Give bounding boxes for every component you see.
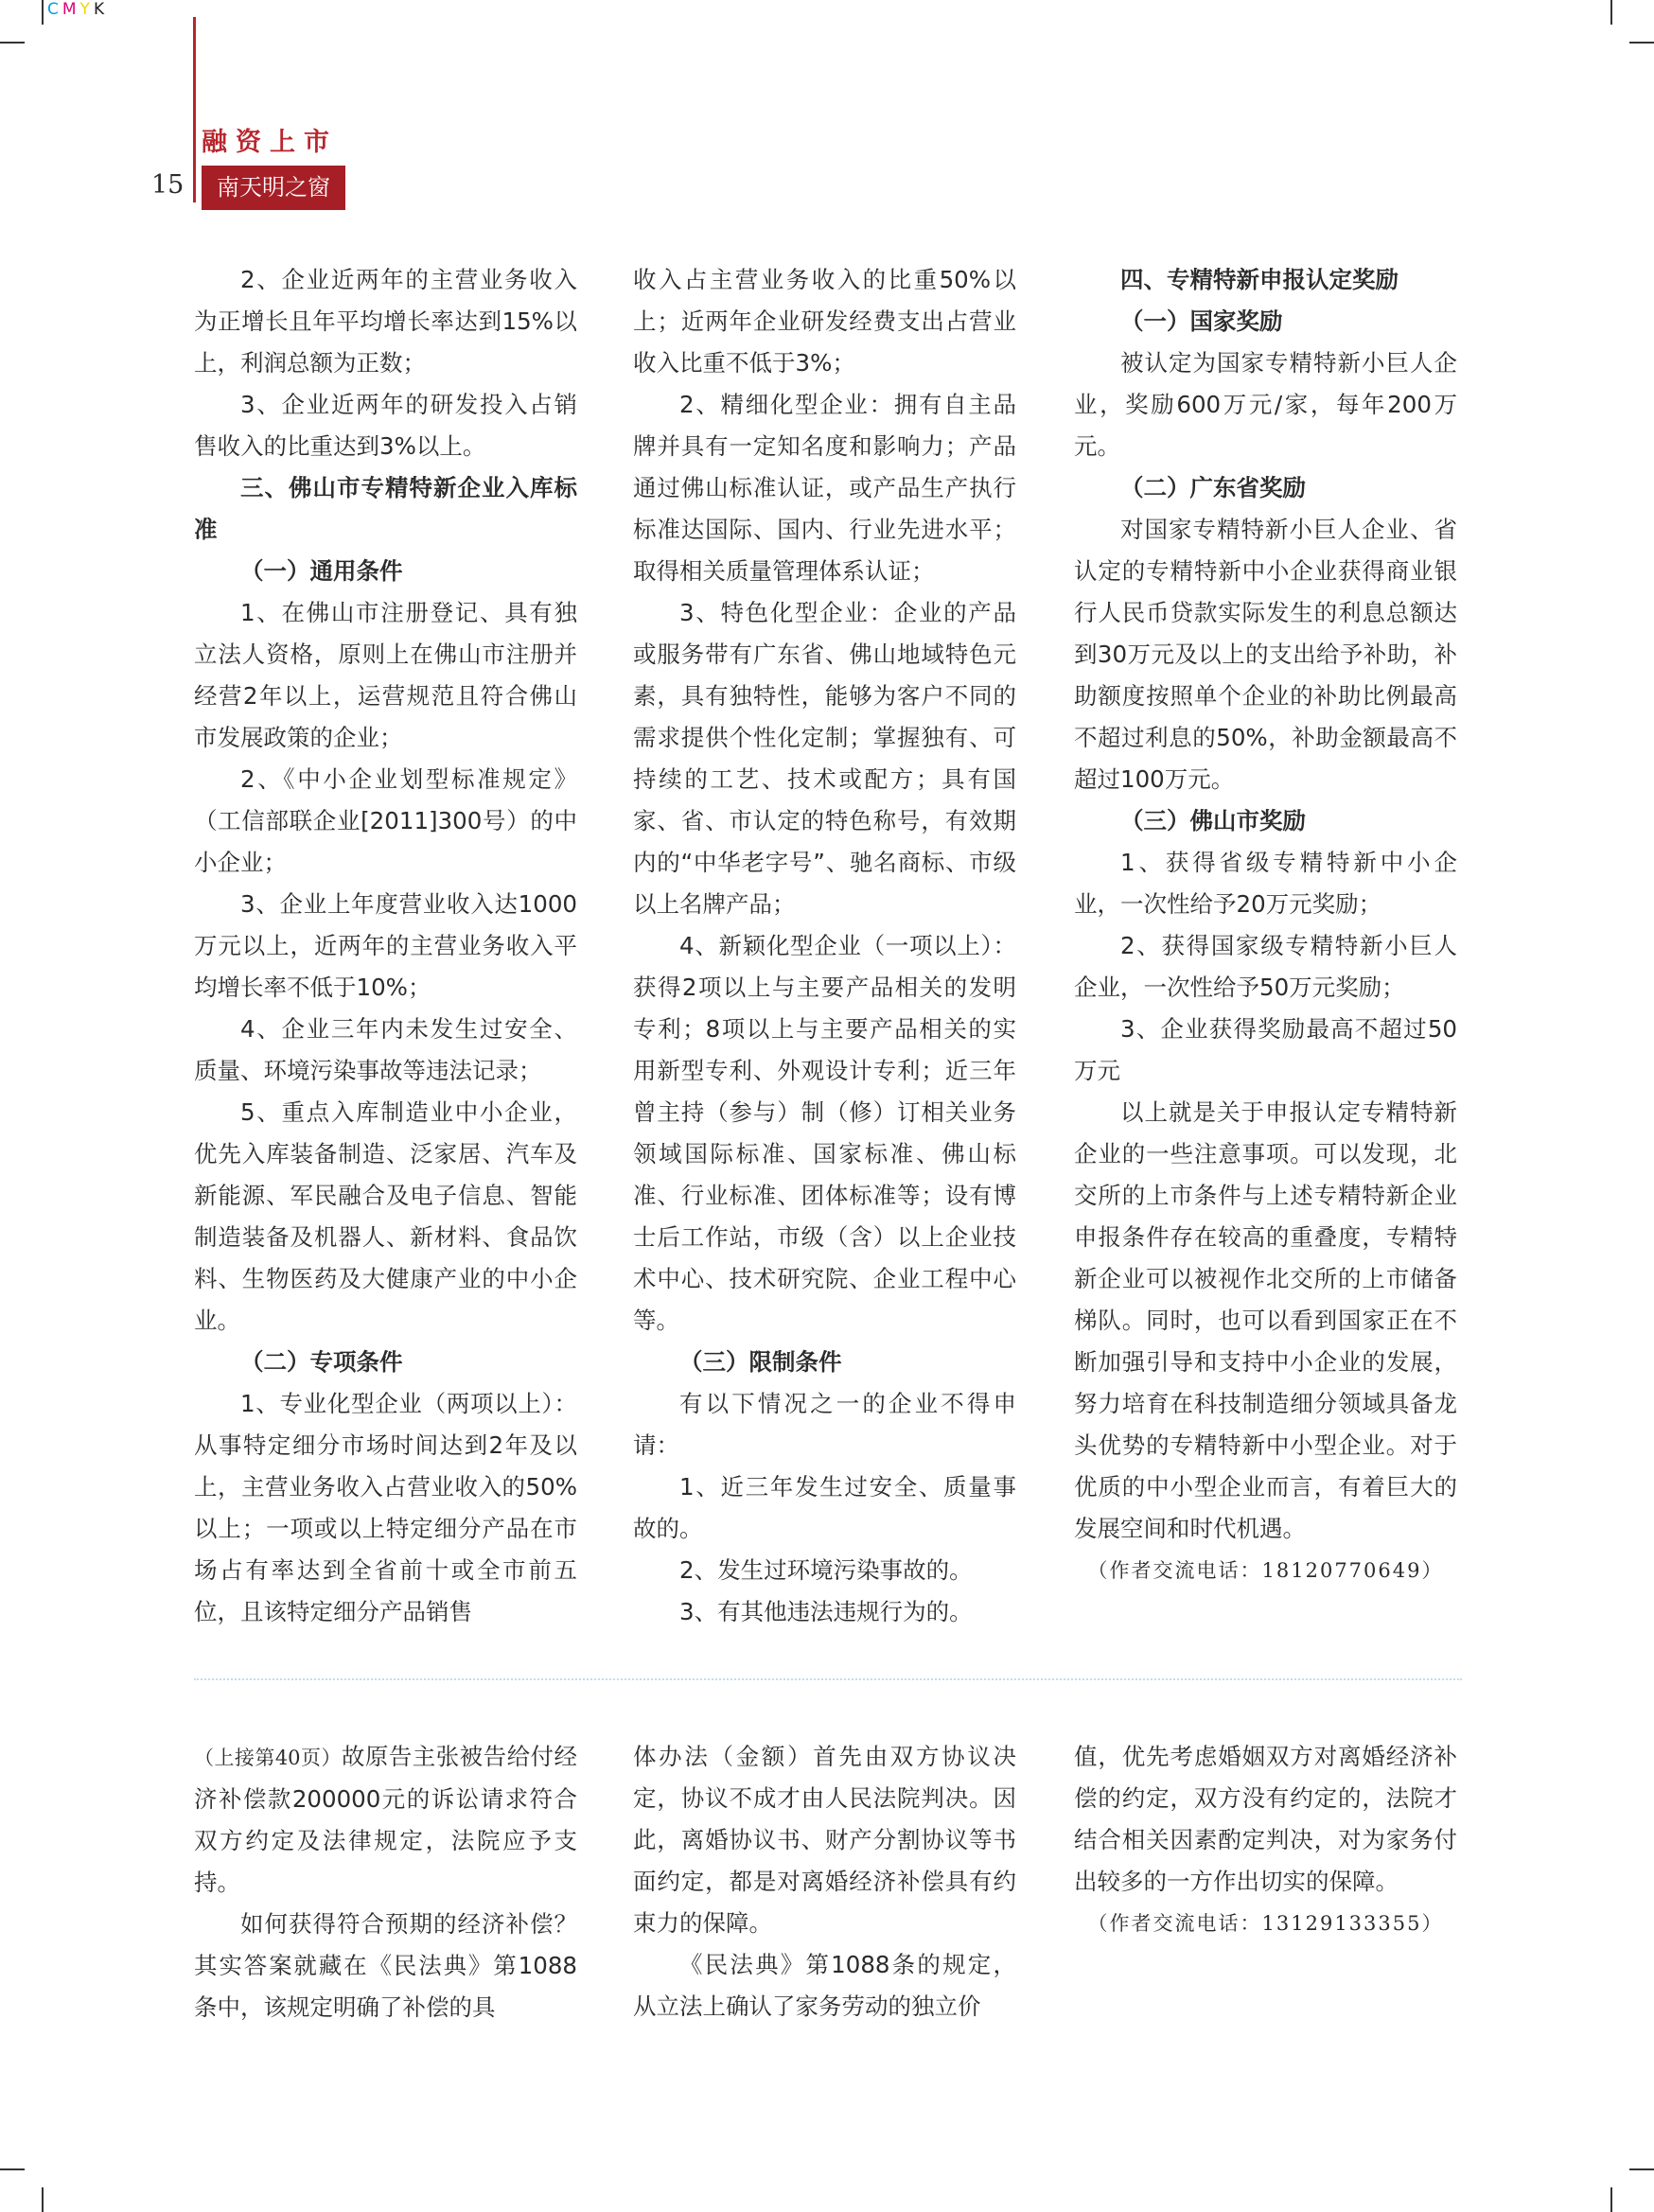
cmyk-c: C (47, 0, 62, 19)
article-column-2 (633, 259, 1016, 1633)
paragraph: 4、企业三年内未发生过安全、质量、环境污染事故等违法记录； (194, 1015, 577, 1084)
cmyk-m: M (62, 0, 80, 19)
paragraph: 1、专业化型企业（两项以上）：从事特定细分市场时间达到2年及以上，主营业务收入占营业收入的50%以上；一项或以上特定细分产品在市场占有率达到全省前十或全市前五位，且该特定细分产品销售 (194, 1390, 577, 1625)
paragraph: 4、新颖化型企业（一项以上）：获得2项以上与主要产品相关的发明专利；8项以上与主要产品相关的实用新型专利、外观设计专利；近三年曾主持（参与）制（修）订相关业务领域国际标准、国家标准、佛山标准、行业标准、团体标准等；设有博士后工作站，市级（含）以上企业技术中心、技术研究院、企业工程中心等。 (633, 932, 1016, 1334)
paragraph: 值，优先考虑婚姻双方对离婚经济补偿的约定，双方没有约定的，法院才结合相关因素酌定判决，对为家务付出较多的一方作出切实的保障。 (1074, 1743, 1457, 1895)
paragraph: 以上就是关于申报认定专精特新企业的一些注意事项。可以发现，北交所的上市条件与上述专精特新企业申报条件存在较高的重叠度，专精特新企业可以被视作北交所的上市储备梯队。同时，也可以看到国家正在不断加强引导和支持中小企业的发展，努力培育在科技制造细分领域具备龙头优势的专精特新中小型企业。对于优质的中小型企业而言，有着巨大的发展空间和时代机遇。 (1074, 1098, 1457, 1542)
paragraph: 3、特色化型企业：企业的产品或服务带有广东省、佛山地域特色元素，具有独特性，能够为客户不同的需求提供个性化定制；掌握独有、可持续的工艺、技术或配方；具有国家、省、市认定的特色称号，有效期内的“中华老字号”、驰名商标、市级以上名牌产品； (633, 599, 1016, 918)
author-contact: （作者交流电话：18120770649） (1087, 1559, 1444, 1582)
paragraph: 2、精细化型企业：拥有自主品牌并具有一定知名度和影响力；产品通过佛山标准认证，或产品生产执行标准达国际、国内、行业先进水平；取得相关质量管理体系认证； (633, 391, 1016, 585)
paragraph: 3、企业近两年的研发投入占销售收入的比重达到3%以上。 (194, 391, 577, 460)
crop-mark-br-h (1629, 2168, 1654, 2170)
header-rule (193, 17, 196, 202)
crop-mark-tr-v (1610, 0, 1612, 25)
section-heading: 三、佛山市专精特新企业入库标准 (194, 474, 577, 543)
paragraph: 有以下情况之一的企业不得申请： (633, 1390, 1016, 1459)
section-heading: 四、专精特新申报认定奖励 (1120, 266, 1399, 293)
author-contact: （作者交流电话：13129133355） (1087, 1912, 1444, 1935)
crop-mark-tl-h (0, 42, 25, 44)
paragraph-text: 故原告主张被告给付经济补偿款200000元的诉讼请求符合双方约定及法律规定，法院应予支持。 (194, 1743, 577, 1896)
subsection-heading: （二）专项条件 (240, 1348, 403, 1376)
subsection-heading: （三）限制条件 (679, 1348, 842, 1376)
paragraph: 2、发生过环境污染事故的。 (679, 1556, 973, 1584)
subsection-heading: （三）佛山市奖励 (1120, 807, 1306, 834)
paragraph: 5、重点入库制造业中小企业，优先入库装备制造、泛家居、汽车及新能源、军民融合及电子信息、智能制造装备及机器人、新材料、食品饮料、生物医药及大健康产业的中小企业。 (194, 1098, 577, 1334)
crop-mark-bl-v (42, 2187, 44, 2212)
crop-mark-br-v (1610, 2187, 1612, 2212)
paragraph (194, 1736, 577, 1904)
paragraph: 3、企业上年度营业收入达1000万元以上，近两年的主营业务收入平均增长率不低于10%； (194, 890, 577, 1001)
cmyk-color-bar (47, 0, 108, 19)
paragraph: 如何获得符合预期的经济补偿？其实答案就藏在《民法典》第1088条中，该规定明确了补偿的具 (194, 1910, 577, 2021)
paragraph: 被认定为国家专精特新小巨人企业，奖励600万元/家，每年200万元。 (1074, 349, 1457, 460)
continued-from-note: （上接第40页） (194, 1747, 342, 1769)
paragraph: 2、企业近两年的主营业务收入为正增长且年平均增长率达到15%以上，利润总额为正数； (194, 266, 577, 377)
magazine-badge: 南天明之窗 (202, 166, 345, 210)
article-column-3 (1074, 259, 1457, 1591)
subsection-heading: （一）国家奖励 (1120, 307, 1283, 335)
crop-mark-bl-h (0, 2168, 25, 2170)
continued-column-2 (633, 1736, 1016, 2028)
crop-mark-tr-h (1629, 42, 1654, 44)
paragraph: 《民法典》第1088条的规定，从立法上确认了家务劳动的独立价 (633, 1951, 1016, 2020)
crop-mark-tl-v (42, 0, 44, 25)
paragraph: 3、有其他违法违规行为的。 (679, 1598, 973, 1625)
subsection-heading: （一）通用条件 (240, 557, 403, 585)
paragraph: 2、《中小企业划型标准规定》（工信部联企业[2011]300号）的中小企业； (194, 765, 577, 876)
cmyk-k: K (93, 0, 109, 19)
section-title: 融资上市 (202, 128, 338, 157)
cmyk-y: Y (79, 0, 94, 19)
paragraph: 1、在佛山市注册登记、具有独立法人资格，原则上在佛山市注册并经营2年以上，运营规范且符合佛山市发展政策的企业； (194, 599, 577, 751)
subsection-heading: （二）广东省奖励 (1120, 474, 1306, 501)
paragraph: 1、近三年发生过安全、质量事故的。 (633, 1473, 1016, 1542)
continued-column-1 (194, 1736, 577, 2028)
paragraph: 2、获得国家级专精特新小巨人企业，一次性给予50万元奖励； (1074, 932, 1457, 1001)
paragraph: 收入占主营业务收入的比重50%以上；近两年企业研发经费支出占营业收入比重不低于3%； (633, 266, 1016, 377)
continued-column-3 (1074, 1736, 1457, 1944)
section-divider (194, 1678, 1462, 1680)
paragraph: 3、企业获得奖励最高不超过50万元 (1074, 1015, 1457, 1084)
page-number: 15 (151, 170, 185, 200)
paragraph: 体办法（金额）首先由双方协议决定，协议不成才由人民法院判决。因此，离婚协议书、财产分割协议等书面约定，都是对离婚经济补偿具有约束力的保障。 (633, 1743, 1016, 1937)
article-column-1 (194, 259, 577, 1633)
paragraph: 对国家专精特新小巨人企业、省认定的专精特新中小企业获得商业银行人民币贷款实际发生的利息总额达到30万元及以上的支出给予补助，补助额度按照单个企业的补助比例最高不超过利息的50%，补助金额最高不超过100万元。 (1074, 516, 1457, 793)
paragraph: 1、获得省级专精特新中小企业，一次性给予20万元奖励； (1074, 849, 1457, 918)
